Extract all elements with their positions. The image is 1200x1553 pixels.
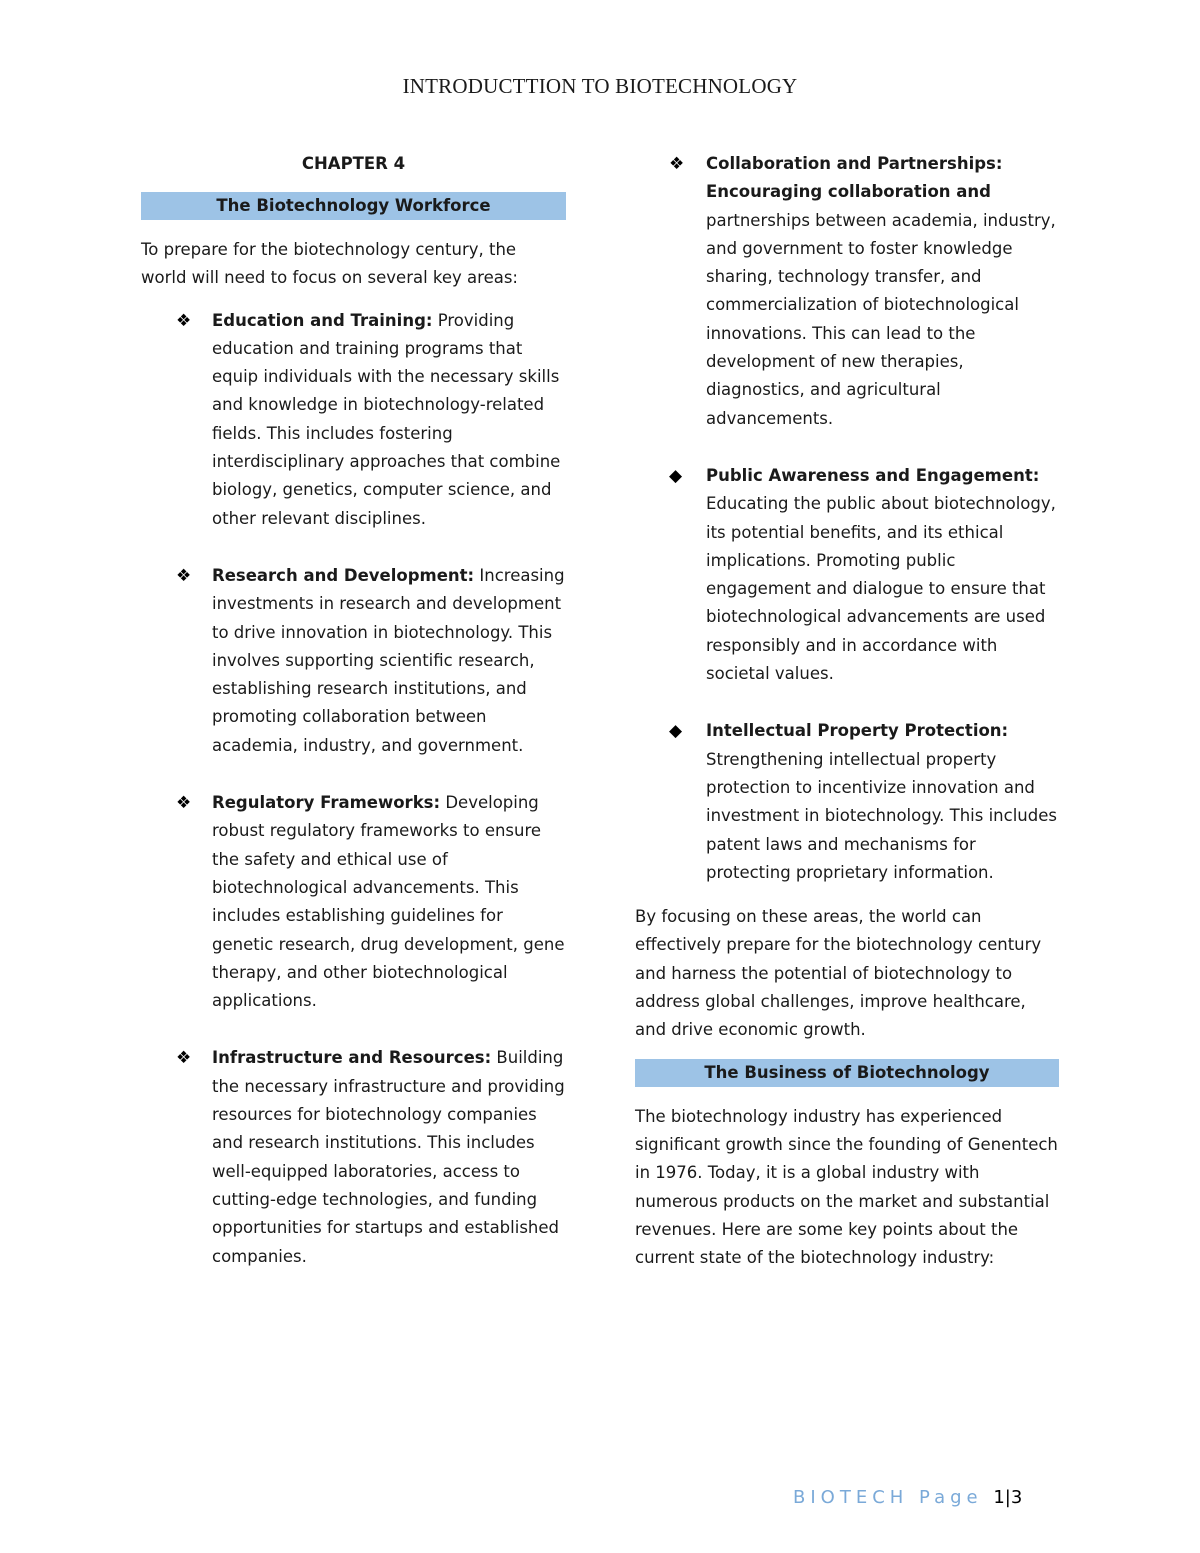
bullet-term: Infrastructure and Resources:	[212, 1048, 492, 1068]
diamond-bullet-icon: ❖	[176, 793, 192, 814]
section-heading-workforce: The Biotechnology Workforce	[141, 192, 566, 220]
workforce-bullet-list	[141, 307, 566, 1271]
left-column	[141, 150, 566, 1271]
list-item	[635, 717, 1059, 887]
list-item	[635, 462, 1059, 688]
bullet-term: Regulatory Frameworks:	[212, 793, 441, 813]
solid-diamond-bullet-icon: ◆	[669, 465, 683, 486]
workforce-intro: To prepare for the biotechnology century, the world will need to focus on several key areas:	[141, 240, 518, 288]
chapter-heading: CHAPTER 4	[301, 154, 406, 173]
bullet-term: Public Awareness and Engagement:	[706, 465, 1040, 485]
list-item	[141, 1044, 566, 1270]
footer-label: BIOTECH Page	[793, 1487, 983, 1508]
right-column	[635, 150, 1059, 1272]
list-item	[141, 307, 566, 533]
bullet-text: Providing education and training programs that equip individuals with the necessary skills and knowledge in biotechnology-related fields. This includes fostering interdisciplinary approaches that combine biology, genetics, computer science, and other relevant disciplines.	[212, 310, 561, 528]
bullet-term: Education and Training:	[212, 310, 433, 330]
bullet-text: Increasing investments in research and development to drive innovation in biotechnology. This involves supporting scientific research, establishing research institutions, and promoting collaboration between academia, industry, and government.	[212, 565, 565, 755]
diamond-bullet-icon: ❖	[176, 310, 192, 331]
diamond-bullet-icon: ❖	[176, 565, 192, 586]
bullet-text: Educating the public about biotechnology, its potential benefits, and its ethical implications. Promoting public engagement and dialogue to ensure that biotechnological advancements are used responsibly and in accordance with societal values.	[706, 494, 1056, 684]
footer-separator: |	[1004, 1487, 1011, 1508]
bullet-text: partnerships between academia, industry, and government to foster knowledge sharing, technology transfer, and commercialization of biotechnological innovations. This can lead to the development of new therapies, diagnostics, and agricultural advancements.	[706, 210, 1056, 428]
bullet-text: Developing robust regulatory frameworks to ensure the safety and ethical use of biotechnological advancements. This includes establishing guidelines for genetic research, drug development, gene therapy, and other biotechnological applications.	[212, 793, 565, 1011]
workforce-conclusion: By focusing on these areas, the world can effectively prepare for the biotechnology century and harness the potential of biotechnology to address global challenges, improve healthcare, and drive economic growth.	[635, 907, 1042, 1040]
bullet-term: Research and Development:	[212, 565, 475, 585]
bullet-term: Collaboration and Partnerships: Encouraging collaboration and	[706, 154, 1003, 202]
footer-page-total: 3	[1010, 1487, 1023, 1508]
bullet-term: Intellectual Property Protection:	[706, 721, 1009, 741]
bullet-text: Strengthening intellectual property protection to incentivize innovation and investment in biotechnology. This includes patent laws and mechanisms for protecting proprietary information.	[706, 749, 1057, 882]
page-title: INTRODUCTTION TO BIOTECHNOLOGY	[402, 74, 798, 98]
diamond-bullet-icon: ❖	[669, 154, 685, 174]
list-item	[141, 562, 566, 760]
bullet-text: Building the necessary infrastructure and providing resources for biotechnology companies and research institutions. This includes well-equipped laboratories, access to cutting-edge technologies, and funding opportunities for startups and established companies.	[212, 1048, 565, 1266]
footer-page-number: 1	[993, 1487, 1005, 1508]
workforce-bullet-list-continued	[635, 150, 1059, 887]
business-intro: The biotechnology industry has experienced significant growth since the founding of Genentech in 1976. Today, it is a global industry with numerous products on the market and substantial revenues. Here are some key points about the current state of the biotechnology industry:	[635, 1106, 1058, 1268]
diamond-bullet-icon: ❖	[176, 1048, 192, 1069]
section-heading-business: The Business of Biotechnology	[635, 1059, 1059, 1087]
page-footer	[793, 1486, 1053, 1510]
list-item	[141, 789, 566, 1015]
list-item	[635, 150, 1059, 433]
solid-diamond-bullet-icon: ◆	[669, 721, 683, 742]
